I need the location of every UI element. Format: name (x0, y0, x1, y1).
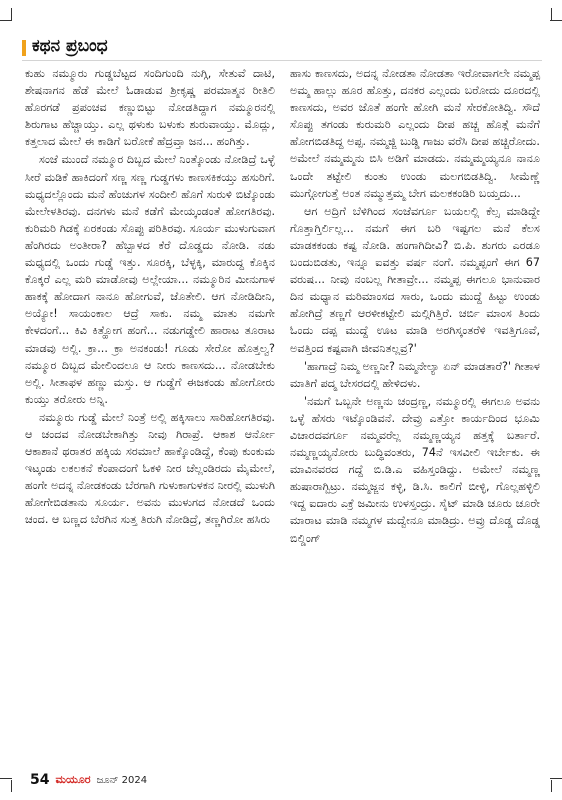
crop-mark (551, 8, 552, 20)
paragraph: ಸಂಜೆ ಮುಂದೆ ನಮ್ಮೂರ ದಿಬ್ಬದ ಮೇಲೆ ನಿಂತ್ಕೊಂಡು ನೋಡಿದ್ರೆ ಒಳ್ಳೆ ಸೀರೆ ಮಡಿಕೆ ಹಾಕಿದಂಗೆ ಸಣ್ಣ ಸಣ್ಣ ಗುಡ್ಡಗಳು ಕಾಣಸಕಿಕಯ್ತು ಹಸುರಿಗೆ. ಮಧ್ಯದಲ್ಲೊಂದು ಮನೆ ಹೆಂಚುಗಳ ಸಂದೀಲಿ ಹೊಗೆ ಸುರುಳಿ ಬಿಟ್ಕೊಂಡು ಮೇಲೇಳತಿರವು. ದನಗಳು ಮನೆ ಕಡೆಗೆ ಮೇಯ್ಕಂಡಂತೆ ಹೋಗತಿರವು. ಕುರಿಮರಿ ಗಿಡಕ್ಕೆ ಏರಕಂಡು ಸೊಪ್ಪು ಪರಿತಿರವು. ಸೂರ್ಯ ಮುಳುಗುವಾಗ ಹೆಂಗಿರದು ಅಂತೀರಾ? ಹೆಬ್ಬಾಳದ ಕೆರೆ ದೊಡ್ಡದು ನೋಡಿ. ನಡು ಮಧ್ಯದಲ್ಲಿ ಒಂದು ಗುಡ್ಡೆ ಇತ್ತು. ಸೂರಕ್ಕಿ, ಬೆಳ್ಳಕ್ಕಿ, ಮಾರುದ್ದ ಕೊಕ್ಕಿನ ಕೊಕ್ಕರೆ ಎಲ್ಲ ಮರಿ ಮಾಡೋವು ಅಲ್ಲೇಯಾ... ನಮ್ಮೂರಿನ ಮೀನುಗಾಳ ಹಾಕಕ್ಕೆ ಹೋದಾಗ ನಾನೂ ಹೋಗುವೆ, ಜೊತೇಲಿ. ಆಗ ನೋಡಿದೀನಿ, ಅಯ್ಯೋ! ಸಾಯಂಕಾಲ ಆದ್ರೆ ಸಾಕು. ನಮ್ಮ ಮಾತು ನಮಗೇ ಕೇಳದಂಗೆ... ಕಿವಿ ಕಿತ್ಹೋಗ ಹಂಗೆ... ನಡುಗಡ್ಡೇಲಿ ಹಾರಾಟ ತೂರಾಟ ಮಾಡವು ಅಲ್ಲಿ. ಕ್ರಾ... ಕ್ರಾ ಅನಕಂಡು! ಗೂಡು ಸೇರೋ ಹೊತ್ತಲ್ವ? ನಮ್ಮೂರ ದಿಬ್ಬದ ಮೇಲಿಂದಲೂ ಆ ನೀರು ಕಾಣಸದು... ನೋಡಬೇಕು ಅಲ್ಲಿ. ಸೀತಾಫಳ ಹಣ್ಣು ಮಸ್ತು. ಆ ಗುಡ್ಡೆಗೆ ಈಜಕಂಡು ಹೋಗೋರು ಕುಯ್ತು ತರೋರು ಅನ್ನಿ. (25, 153, 275, 406)
article-column-right (290, 65, 540, 547)
crop-mark (550, 778, 562, 779)
page-number: 54 (30, 772, 50, 788)
section-accent-bar (22, 40, 26, 56)
paragraph: ಹಾಸು ಕಾಣಸದು, ಅದನ್ನ ನೋಡತಾ ನೋಡತಾ ಇರೋವಾಗಲೇ ನಮ್ಮಪ್ಪ ಅಮ್ಮ ಹಾಲ್ಲು ಹೂರ ಹೊತ್ತು, ದನಕರ ಎಲ್ಲಂದು ಬರೋದು ದೂರದಲ್ಲಿ ಕಾಣಸದು, ಅವರ ಜೊತೆ ಹಂಗೇ ಹೋಗಿ ಮನೆ ಸೇರಕೋತಿದ್ವಿ. ಸೌದೆ ಸೊಪ್ಪು ತಗಂಡು ಕುರುಮರಿ ಎಲ್ಲಂದು ದೀಪ ಹಚ್ಚ ಹೊತ್ಗೆ ಮನೆಗೆ ಹೋಗಬಿಡತಿದ್ದ ಅಪ್ಪ. ನಮ್ಮಜ್ಜಿ ಬುಡ್ಡಿ ಗಾಜು ವರೆಸಿ ದೀಪ ಹಚ್ಚಿರೋದು. ಅಮೇಲೆ ನಮ್ಮಮ್ಮನು ಬಿಸಿ ಅಡಿಗೆ ಮಾಡದು. ನಮ್ಮಮ್ಮಯ್ಯನೂ ನಾನೂ ಒಂದೇ ತಟ್ಟೇಲಿ ಕುಂತು ಉಂಡು ಮಲಗಬಿಡತಿದ್ವಿ. ಸೀಮೆಣ್ಣೆ ಮುಗ್ಗೋಗುತ್ತೆ ಅಂತ ನಮ್ಮುತ್ತಮ್ಮ ಬೇಗ ಮಲಕಕಂಡಿರಿ ಬಯ್ತದು... (290, 67, 540, 200)
crop-mark (550, 20, 562, 21)
paragraph: 'ಹಾಗಾದ್ರೆ ನಿಮ್ಮ ಅಣ್ಣನೀ? ನಿಮ್ಮನೇಲ್ಯಾ ಏನ್ ಮಾಡತಾರೆ?' ಗೀತಾಳ ಮಾತಿಗೆ ಪದ್ಮ ಬೇಸರದಲ್ಲಿ ಹೇಳಿದಳು. (290, 359, 540, 390)
paragraph: ಆಗ ಅದ್ರಿಗೆ ಬೆಳಿಗಿಂದ ಸಂಜೆವರ್ಗೂ ಬಯಲಲ್ಲಿ ಕೆಲ್ಸ ಮಾಡಿದ್ದೇ ಗೊತ್ತಾಗ್ತಿರ್ಲಿಲ್ಲ... ನಮಗೆ ಈಗ ಬರಿ ಇಷ್ಟಗಲ ಮನೆ ಕೆಲಸ ಮಾಡಕಕಂಡು ಕಷ್ಟ ನೋಡಿ. ಹಂಗಾಗಿದೀವಿ? ಬಿ.ಪಿ. ಶುಗರು ಎರಡೂ ಬಂದುಬಿಡತು, ಇನ್ನೂ ಐವತ್ತು ವರ್ಷ ನಂಗೆ. ನಮ್ಮಪ್ಪಂಗೆ ಈಗ 67 ವರುಷ... ನೀವು ನಂಬಲ್ಲ ಗೀತಾವ್ರೇ... ನಮ್ಮಪ್ಪ ಈಗಲೂ ಭಾನುವಾರ ದಿನ ಮಧ್ಯಾನ ಮರಿಮಾಂಸದ ಸಾರು, ಒಂದು ಮುದ್ದೆ ಹಿಟ್ಟು ಉಂಡು ಹೋಗಿದ್ರೆ ತಣ್ಣಗೆ ಆರಳೀಕಟ್ಟೇಲಿ ಮಲ್ಗಿಗಿತ್ತಿರೆ. ಚರ್ಬಿ ಮಾಂಸ ತಿಂದು ಓಂದು ದಪ್ಪ ಮುದ್ದೆ ಊಟ ಮಾಡಿ ಅರಗಿಸ್ಕಂತರೆಳಿ ಇವತ್ತಿಗೂವೆ, ಅವತ್ತಿಂದ ಕಷ್ಟವಾಗಿ ಜೀವನಿತಲ್ಲವ್ರ?' (290, 204, 540, 355)
issue-date: ಜೂನ್ 2024 (96, 774, 148, 786)
paragraph: ನಮ್ಮೂರು ಗುಡ್ಡೆ ಮೇಲೆ ನಿಂತ್ರೆ ಅಲ್ಲಿ ಹಕ್ಕಿಸಾಲು ಸಾರಿಹೋಗತಿರವು. ಆ ಚಂದವ ನೋಡಬೇಕಾಗಿತ್ತು ನೀವು ಗಿರಾಪ್ರೆ. ಆಕಾಶ ಆರ್ನೋ ಆಕಾಶಾನೆ ಥರಾತರ ಹಕ್ಕಿಯ ಸರಮಾಲೆ ಹಾಕ್ಕೊಂಡಿದ್ದೆ, ಕೆಂಪು ಕುಂಕುಮ ಇಟ್ಕಂಡು ಲಕಲಕನೆ ಕೆಂಪಾದಂಗೆ ಓಕಳಿ ನೀರ ಚೆಲ್ಲಂಡಿರದು ಮೈಮೇಲೆ, ಹಂಗೇ ಅದನ್ನ ನೋಡಕಂಡು ಬೆರಗಾಗಿ ಗುಳುಕಾಗುಳಕನ ನೀರಲ್ಲಿ ಮುಳುಗಿ ಹೋಗೇಬಿಡತಾನು ಸೂರ್ಯ. ಅವನು ಮುಳುಗದ ನೋಡದೆ ಒಂದು ಚಂದ. ಆ ಬಣ್ಣದ ಬೆರಗಿನ ಸುತ್ತ ತಿರುಗಿ ನೋಡಿದ್ರೆ, ತಣ್ಣಗಿರೋ ಹಸಿರು (25, 410, 275, 527)
crop-mark (11, 8, 12, 20)
crop-mark (551, 780, 552, 792)
section-title: ಕಥನ ಪ್ರಬಂಧ (32, 36, 108, 56)
paragraph: ಕುಹು ನಮ್ಮೂರು ಗುಡ್ಡಬೆಟ್ಟದ ಸಂದಿಗುಂದಿ ನುಗ್ಗಿ, ಸೇತುವೆ ದಾಟಿ, ಶೇಷನಾಗನ ಹೆಡೆ ಮೇಲೆ ಓಡಾಡುವ ಶ್ರೀಕೃಷ್ಣ ಪರಮಾತ್ಮನ ರೀತಿಲಿ ಹೊರಗಡೆ ಪ್ರಪಂಚವ ಕಣ್ಣುಬಿಟ್ಟು ನೋಡತಿದ್ದಾಗ ನಮ್ಮೂರನಲ್ಲಿ ಶಿರುಗಾಟ ಹೆಚ್ಚಾಯ್ತು. ಎಲ್ಲ ಥಳುಕು ಬಳುಕು ಶುರುವಾಯ್ತು. ಮೊದ್ಲು, ಕತ್ತಲಾದ ಮೇಲೆ ಈ ಕಾಡಿಗೆ ಬರೋಕೆ ಹೆದ್ರವ್ತಾ ಜನ... ಹಂಗಿತ್ತು. (25, 67, 275, 149)
crop-mark (11, 780, 12, 792)
article-column-left (25, 65, 275, 529)
page-footer (30, 771, 147, 789)
magazine-logo: ಮಯೂರ (55, 773, 91, 786)
header-divider (22, 60, 542, 61)
crop-mark (0, 778, 12, 779)
paragraph: 'ನಮಗೆ ಒಬ್ಬನೇ ಅಣ್ಣನು ಚಂದ್ರಣ್ಣ, ನಮ್ಮೂರಲ್ಲಿ ಈಗಲೂ ಅವನು ಒಳ್ಳೆ ಹೆಸರು ಇಟ್ಕೊಂಡಿವನೆ. ದೇವ್ರು ಎತ್ತೋ ಕಾರ್ಯದಿಂದ ಭೂಮಿ ವಿಚಾರದವರ್ಗೂ ನಮ್ಮವರೆಲ್ಲ ನಮ್ಮಣ್ಣಯ್ಯನ ಹತ್ತಕ್ಕೆ ಬರ್ತಾರೆ. ನಮ್ಮಣ್ಣಯ್ಯನೋರು ಬುದ್ಧಿವಂತರು, 74ನೆ ಇಸವೀಲಿ ಇರ್ಬೇಕು. ಈ ಮಾವಿನವರದ ಗದ್ದೆ ಬಿ.ಡಿ.ಎ ವಹಿಸ್ತಂಡಿದ್ದು. ಅಮೇಲೆ ನಮ್ಮಣ್ಣ ಹುಷಾರಾಗ್ಬಿಟ್ರು. ನಮ್ಮಜ್ಜನ ಕಳ್ಳಿ, ಡಿ.ಸಿ. ಕಾಲಿಗೆ ಬೀಳ್ಳಿ, ಗೊಲ್ಲಹಳ್ಳಿಲಿ ಇದ್ದ ಐದಾರು ಎಕ್ರೆ ಜಮೀನು ಉಳಸ್ತಂದ್ರು. ಸೈಟ್ ಮಾಡಿ ಚೂರು ಚೂರೇ ಮಾರಾಟ ಮಾಡಿ ನಮ್ಮಗಳ ಮದ್ವೇನೂ ಮಾಡಿದ್ರು. ಅವ್ರು ದೊಡ್ಡ ದೊಡ್ಡ ಬಿಲ್ಡಿಂಗ್ (290, 394, 540, 545)
crop-mark (0, 20, 12, 21)
